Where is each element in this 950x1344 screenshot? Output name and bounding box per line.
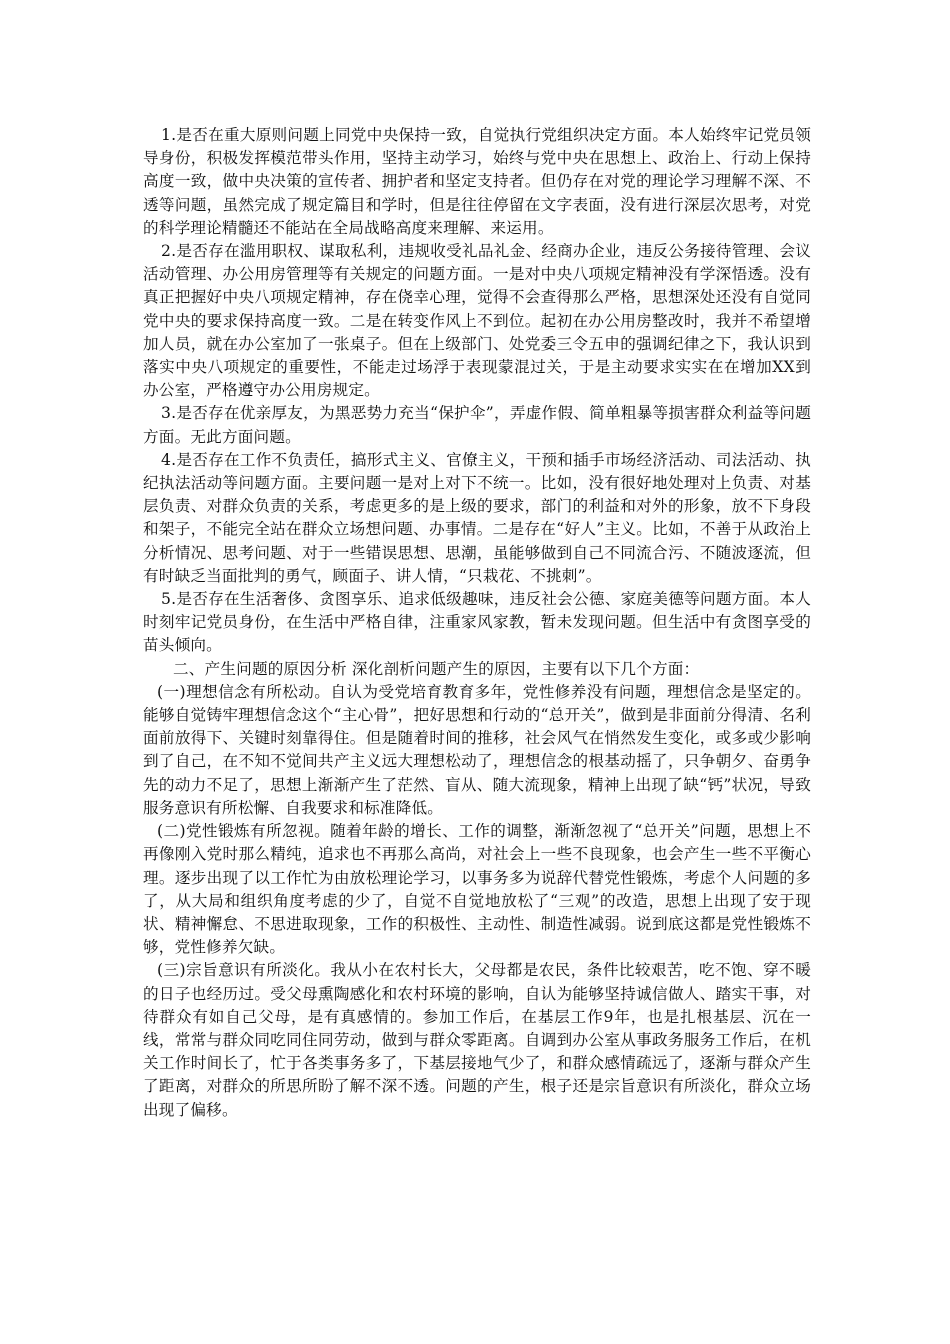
paragraph-cause-3: (三)宗旨意识有所淡化。我从小在农村长大，父母都是农民，条件比较艰苦，吃不饱、穿不暖的日子也经历过。受父母熏陶感化和农村环境的影响，自认为能够坚持诚信做人、踏实干事，对待群众有如自己父母，是有真感情的。参加工作后，在基层工作9年，也是扎根基层、沉在一线，常常与群众同吃同住同劳动，做到与群众零距离。自调到办公室从事政务服务工作后，在机关工作时间长了，忙于各类事务多了，下基层接地气少了，和群众感情疏远了，逐渐与群众产生了距离，对群众的所思所盼了解不深不透。问题的产生，根子还是宗旨意识有所淡化，群众立场出现了偏移。 (143, 961, 811, 1119)
section-heading-cause-analysis: 二、产生问题的原因分析 深化剖析问题产生的原因，主要有以下几个方面： (173, 659, 700, 678)
paragraph-item-4: 4.是否存在工作不负责任，搞形式主义、官僚主义，干预和插手市场经济活动、司法活动、执纪执法活动等问题方面。主要问题一是对上对下不统一。比如，没有很好地处理对上负责、对基层负责、对群众负责的关系，考虑更多的是上级的要求，部门的利益和对外的形象，放不下身段和架子，不能完全站在群众立场想问题、办事情。二是存在“好人”主义。比如，不善于从政治上分析情况、思考问题、对于一些错误思想、思潮，虽能够做到自己不同流合污、不随波逐流，但有时缺乏当面批判的勇气，顾面子、讲人情，“只栽花、不挑刺”。 (143, 450, 811, 585)
paragraph-cause-1: (一)理想信念有所松动。自认为受党培育教育多年，党性修养没有问题，理想信念是坚定的。能够自觉铸牢理想信念这个“主心骨”，把好思想和行动的“总开关”，做到是非面前分得清、名利面前放得下、关键时刻靠得住。但是随着时间的推移，社会风气在悄然发生变化，或多或少影响到了自己，在不知不觉间共产主义远大理想松动了，理想信念的根基动摇了，只争朝夕、奋勇争先的动力不足了，思想上渐渐产生了茫然、盲从、随大流现象，精神上出现了缺“钙”状况，导致服务意识有所松懈、自我要求和标准降低。 (143, 682, 811, 817)
paragraph-cause-2: (二)党性锻炼有所忽视。随着年龄的增长、工作的调整，渐渐忽视了“总开关”问题，思想上不再像刚入党时那么精纯，追求也不再那么高尚，对社会上一些不良现象，也会产生一些不平衡心理。逐步出现了以工作忙为由放松理论学习，以事务多为说辞代替党性锻炼，考虑个人问题的多了，从大局和组织角度考虑的少了，自觉不自觉地放松了“三观”的改造，思想上出现了安于现状、精神懈怠、不思进取现象，工作的积极性、主动性、制造性减弱。说到底这都是党性锻炼不够，党性修养欠缺。 (143, 822, 811, 957)
paragraph-item-5: 5.是否存在生活奢侈、贪图享乐、追求低级趣味，违反社会公德、家庭美德等问题方面。本人时刻牢记党员身份，在生活中严格自律，注重家风家教，暂未发现问题。但生活中有贪图享受的苗头倾向。 (143, 590, 811, 655)
document-body (143, 124, 811, 1122)
paragraph-item-1: 1.是否在重大原则问题上同党中央保持一致，自觉执行党组织决定方面。本人始终牢记党员领导身份，积极发挥模范带头作用，坚持主动学习，始终与党中央在思想上、政治上、行动上保持高度一致，做中央决策的宣传者、拥护者和坚定支持者。但仍存在对党的理论学习理解不深、不透等问题，虽然完成了规定篇目和学时，但是往往停留在文字表面，没有进行深层次思考，对党的科学理论精髓还不能站在全局战略高度来理解、来运用。 (143, 126, 811, 237)
paragraph-item-3: 3.是否存在优亲厚友，为黑恶势力充当“保护伞”，弄虚作假、简单粗暴等损害群众利益等问题方面。无此方面问题。 (143, 404, 811, 446)
paragraph-item-2: 2.是否存在滥用职权、谋取私利，违规收受礼品礼金、经商办企业，违反公务接待管理、会议活动管理、办公用房管理等有关规定的问题方面。一是对中央八项规定精神没有学深悟透。没有真正把握好中央八项规定精神，存在侥幸心理，觉得不会查得那么严格，思想深处还没有自觉同党中央的要求保持高度一致。二是在转变作风上不到位。起初在办公用房整改时，我并不希望增加人员，就在办公室加了一张桌子。但在上级部门、处党委三令五申的强调纪律之下，我认识到落实中央八项规定的重要性，不能走过场浮于表现蒙混过关，于是主动要求实实在在增加XX到办公室，严格遵守办公用房规定。 (143, 242, 811, 400)
